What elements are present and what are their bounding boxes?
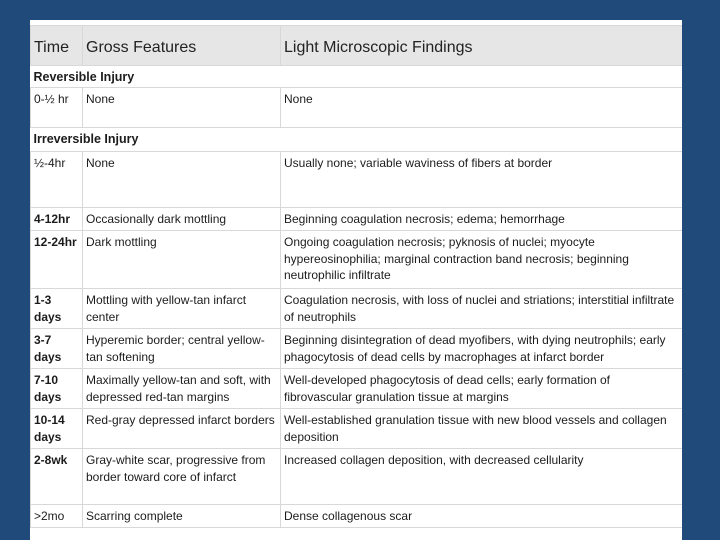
time-cell: 12-24hr bbox=[31, 231, 83, 289]
time-cell: 2-8wk bbox=[31, 449, 83, 505]
time-cell: >2mo bbox=[31, 505, 83, 528]
time-cell: ½-4hr bbox=[31, 152, 83, 208]
micro-cell: None bbox=[281, 88, 683, 128]
gross-cell: None bbox=[83, 88, 281, 128]
section-row-reversible bbox=[31, 66, 683, 88]
table-row bbox=[31, 208, 683, 231]
header-time: Time bbox=[31, 26, 83, 66]
micro-cell: Beginning disintegration of dead myofibers, with dying neutrophils; early phagocytosis of dead cells by macrophages at infarct border bbox=[281, 329, 683, 369]
table-row bbox=[31, 329, 683, 369]
table-row bbox=[31, 409, 683, 449]
table-row bbox=[31, 88, 683, 128]
table-row bbox=[31, 231, 683, 289]
time-cell: 7-10 days bbox=[31, 369, 83, 409]
micro-cell: Usually none; variable waviness of fibers at border bbox=[281, 152, 683, 208]
time-cell: 1-3 days bbox=[31, 289, 83, 329]
micro-cell: Well-developed phagocytosis of dead cells; early formation of fibrovascular granulation tissue at margins bbox=[281, 369, 683, 409]
section-title: Reversible Injury bbox=[31, 66, 683, 88]
gross-cell: Gray-white scar, progressive from border toward core of infarct bbox=[83, 449, 281, 505]
micro-cell: Increased collagen deposition, with decreased cellularity bbox=[281, 449, 683, 505]
time-cell: 10-14 days bbox=[31, 409, 83, 449]
infarct-evolution-table bbox=[30, 25, 682, 528]
header-gross-features: Gross Features bbox=[83, 26, 281, 66]
table-row bbox=[31, 505, 683, 528]
table-row bbox=[31, 289, 683, 329]
gross-cell: Mottling with yellow-tan infarct center bbox=[83, 289, 281, 329]
document-sheet bbox=[30, 20, 682, 540]
micro-cell: Ongoing coagulation necrosis; pyknosis of nuclei; myocyte hypereosinophilia; marginal contraction band necrosis; beginning neutrophilic infiltrate bbox=[281, 231, 683, 289]
header-light-microscopic-findings: Light Microscopic Findings bbox=[281, 26, 683, 66]
micro-cell: Beginning coagulation necrosis; edema; hemorrhage bbox=[281, 208, 683, 231]
section-title: Irreversible Injury bbox=[31, 128, 683, 152]
table-row bbox=[31, 152, 683, 208]
micro-cell: Well-established granulation tissue with new blood vessels and collagen deposition bbox=[281, 409, 683, 449]
section-row-irreversible bbox=[31, 128, 683, 152]
gross-cell: Occasionally dark mottling bbox=[83, 208, 281, 231]
gross-cell: Red-gray depressed infarct borders bbox=[83, 409, 281, 449]
time-cell: 0-½ hr bbox=[31, 88, 83, 128]
micro-cell: Coagulation necrosis, with loss of nuclei and striations; interstitial infiltrate of neutrophils bbox=[281, 289, 683, 329]
time-cell: 4-12hr bbox=[31, 208, 83, 231]
table-row bbox=[31, 369, 683, 409]
table-row bbox=[31, 449, 683, 505]
gross-cell: Scarring complete bbox=[83, 505, 281, 528]
header-row bbox=[31, 26, 683, 66]
gross-cell: Maximally yellow-tan and soft, with depressed red-tan margins bbox=[83, 369, 281, 409]
time-cell: 3-7 days bbox=[31, 329, 83, 369]
gross-cell: Hyperemic border; central yellow-tan softening bbox=[83, 329, 281, 369]
gross-cell: None bbox=[83, 152, 281, 208]
gross-cell: Dark mottling bbox=[83, 231, 281, 289]
micro-cell: Dense collagenous scar bbox=[281, 505, 683, 528]
